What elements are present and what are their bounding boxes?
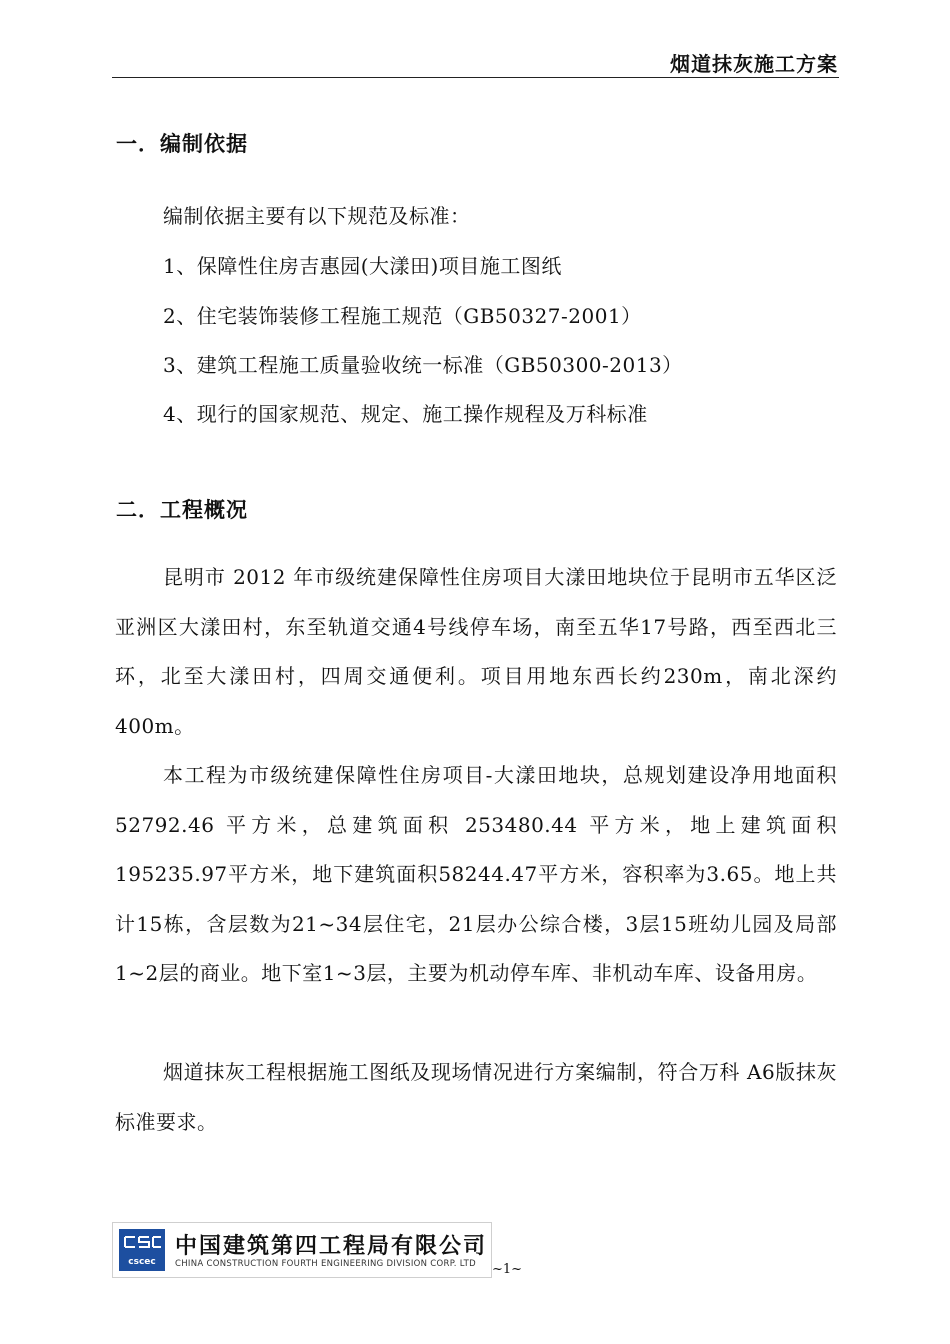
section-heading-overview: 二．工程概况 bbox=[116, 498, 248, 522]
company-name-en: CHINA CONSTRUCTION FOURTH ENGINEERING DIVISION CORP. LTD bbox=[175, 1259, 477, 1269]
overview-paragraph-scale: 本工程为市级统建保障性住房项目-大漾田地块，总规划建设净用地面积 52792.46 平方米，总建筑面积 253480.44 平方米，地上建筑面积195235.97平方米，地下建筑面积58244.47平方米，容积率为3.65。地上共计15栋，含层数为21~34层住宅，21层办公综合楼，3层15班幼儿园及局部1~2层的商业。地下室1~3层，主要为机动停车库、非机动车库、设备用房。 bbox=[115, 763, 837, 985]
header-divider bbox=[112, 77, 839, 78]
overview-paragraph-location: 昆明市 2012 年市级统建保障性住房项目大漾田地块位于昆明市五华区泛亚洲区大漾田村，东至轨道交通4号线停车场，南至五华17号路，西至西北三环，北至大漾田村，四周交通便利。项目用地东西长约230m，南北深约400m。 bbox=[115, 565, 837, 738]
basis-item-4: 4、现行的国家规范、规定、施工操作规程及万科标准 bbox=[163, 402, 648, 426]
overview-paragraph-scheme: 烟道抹灰工程根据施工图纸及现场情况进行方案编制，符合万科 A6版抹灰标准要求。 bbox=[115, 1060, 837, 1134]
company-name-cn: 中国建筑第四工程局有限公司 bbox=[175, 1234, 488, 1259]
page-number: ~1~ bbox=[492, 1262, 523, 1277]
company-logo-banner bbox=[112, 1222, 492, 1278]
basis-item-1: 1、保障性住房吉惠园(大漾田)项目施工图纸 bbox=[163, 254, 562, 278]
logo-lettering: cscec bbox=[128, 1257, 156, 1267]
running-header-title: 烟道抹灰施工方案 bbox=[670, 52, 838, 76]
basis-item-2: 2、住宅装饰装修工程施工规范（GB50327-2001） bbox=[163, 304, 642, 328]
cscec-logo-icon bbox=[119, 1229, 165, 1271]
basis-intro: 编制依据主要有以下规范及标准： bbox=[163, 204, 471, 228]
basis-item-3: 3、建筑工程施工质量验收统一标准（GB50300-2013） bbox=[163, 353, 683, 377]
section-heading-basis: 一．编制依据 bbox=[116, 132, 248, 156]
